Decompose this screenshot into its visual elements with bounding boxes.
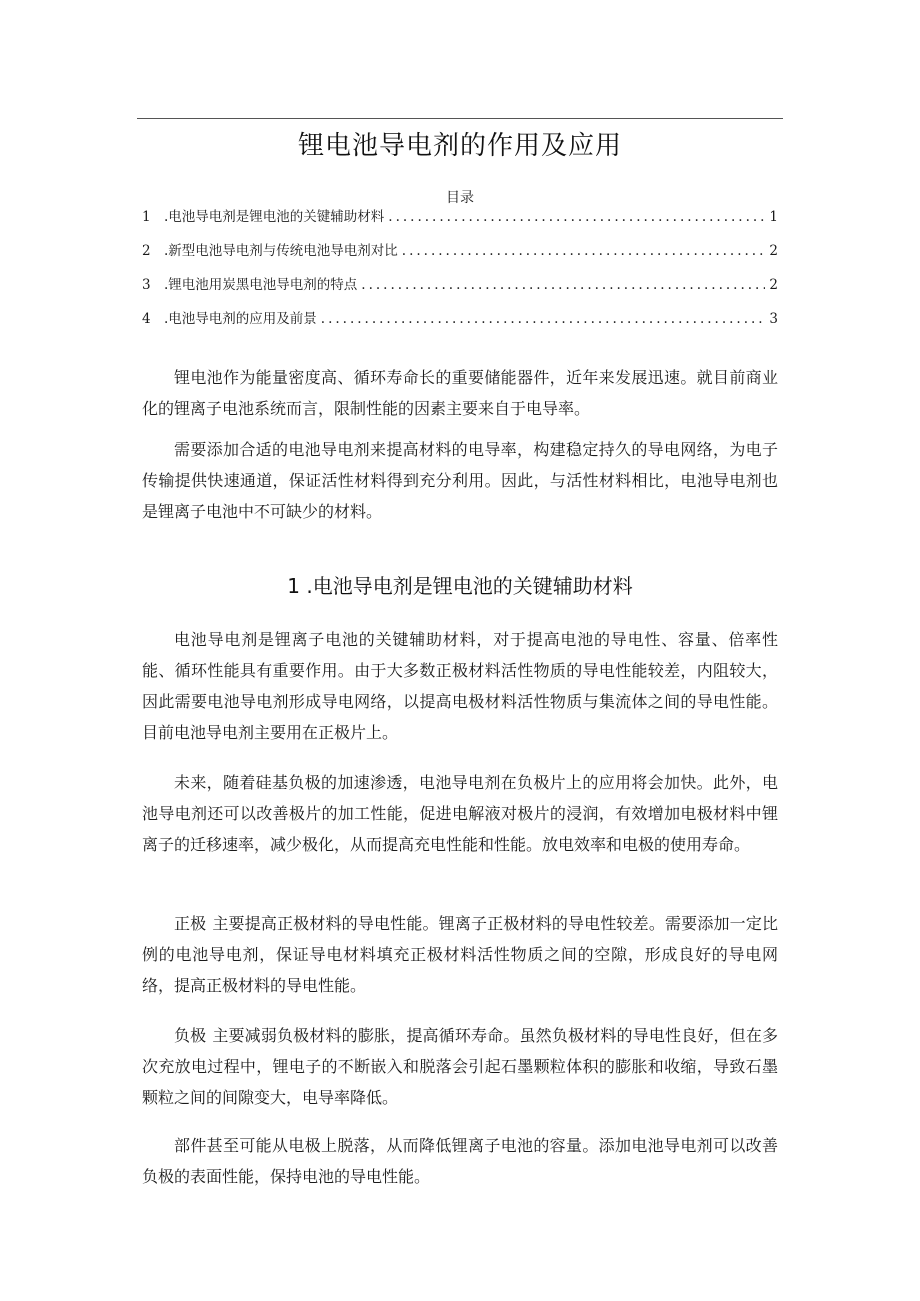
body-paragraph: 电池导电剂是锂离子电池的关键辅助材料，对于提高电池的导电性、容量、倍率性能、循环性能具有重要作用。由于大多数正极材料活性物质的导电性能较差，内阻较大，因此需要电池导电剂形成导电网络，以提高电极材料活性物质与集流体之间的导电性能。目前电池导电剂主要用在正极片上。 [142,630,778,742]
header-rule [137,118,783,119]
toc-entry-number: 4 [142,311,151,327]
toc-entry[interactable] [142,309,778,343]
negative-label: 负极 [174,1026,207,1045]
document-title: 锂电池导电剂的作用及应用 [297,131,622,161]
toc-entry-title: .电池导电剂是锂电池的关键辅助材料 [164,209,385,225]
toc-leader-dots [402,241,766,261]
positive-electrode-paragraph [142,908,778,1001]
toc-heading: 目录 [446,190,474,206]
toc-leader-dots [388,207,765,227]
body-paragraph: 部件甚至可能从电极上脱落，从而降低锂离子电池的容量。添加电池导电剂可以改善负极的表面性能，保持电池的导电性能。 [142,1136,778,1186]
positive-label: 正极 [174,914,207,933]
toc-leader-dots [321,309,766,329]
toc-entry-page: 2 [769,277,778,293]
toc-entry-number: 3 [142,277,151,293]
toc-entry-page: 1 [769,209,778,225]
toc-entry-title: .锂电池用炭黑电池导电剂的特点 [164,277,358,293]
toc-entry[interactable] [142,241,778,275]
positive-text: 主要提高正极材料的导电性能。锂离子正极材料的导电性较差。需要添加一定比例的电池导电剂，保证导电材料填充正极材料活性物质之间的空隙，形成良好的导电网络，提高正极材料的导电性能。 [142,914,778,995]
toc-entry[interactable] [142,275,778,309]
section-heading: 1 .电池导电剂是锂电池的关键辅助材料 [287,574,633,598]
negative-electrode-paragraph [142,1020,778,1113]
toc-entry-number: 2 [142,243,151,259]
toc-leader-dots [361,275,765,295]
toc-entry-title: .电池导电剂的应用及前景 [164,311,317,327]
toc-entry-number: 1 [142,209,151,225]
body-paragraph: 未来，随着硅基负极的加速渗透，电池导电剂在负极片上的应用将会加快。此外，电池导电剂还可以改善极片的加工性能，促进电解液对极片的浸润，有效增加电极材料中锂离子的迁移速率，减少极化，从而提高充电性能和性能。放电效率和电极的使用寿命。 [142,773,778,854]
intro-paragraph: 锂电池作为能量密度高、循环寿命长的重要储能器件，近年来发展迅速。就目前商业化的锂离子电池系统而言，限制性能的因素主要来自于电导率。 [142,368,778,418]
table-of-contents [142,207,778,343]
toc-entry-page: 3 [769,311,778,327]
toc-entry-title: .新型电池导电剂与传统电池导电剂对比 [164,243,398,259]
toc-entry-page: 2 [769,243,778,259]
toc-entry[interactable] [142,207,778,241]
intro-paragraph: 需要添加合适的电池导电剂来提高材料的电导率，构建稳定持久的导电网络，为电子传输提供快速通道，保证活性材料得到充分利用。因此，与活性材料相比，电池导电剂也是锂离子电池中不可缺少的材料。 [142,440,778,521]
negative-text: 主要减弱负极材料的膨胀，提高循环寿命。虽然负极材料的导电性良好，但在多次充放电过程中，锂电子的不断嵌入和脱落会引起石墨颗粒体积的膨胀和收缩，导致石墨颗粒之间的间隙变大，电导率降低。 [142,1026,778,1107]
